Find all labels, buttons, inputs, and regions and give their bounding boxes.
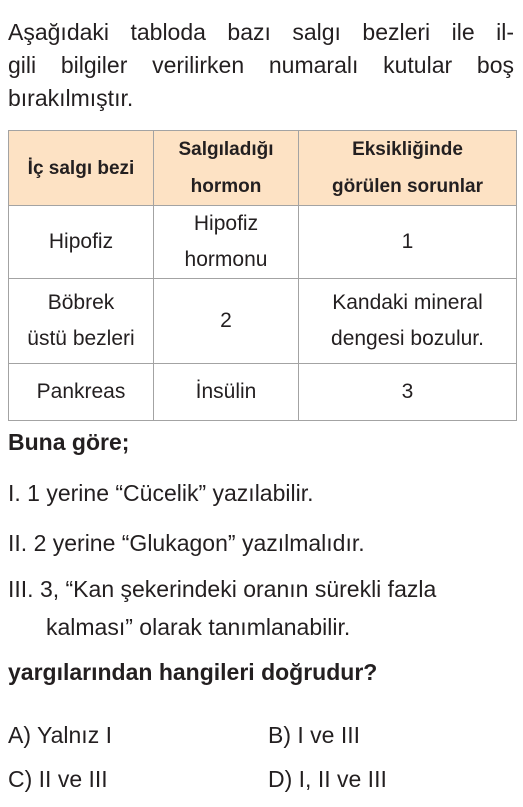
- cell-problem: 1: [299, 206, 517, 279]
- statement-text: 2 yerine “Glukagon” yazılmalıdır.: [33, 530, 365, 556]
- intro-line-1: Aşağıdaki tabloda bazı salgı bezleri ile il-: [8, 19, 514, 45]
- lead-text: Buna göre;: [8, 429, 130, 455]
- cell-hormone: 2: [154, 279, 299, 364]
- cell-hormone: Hipofiz hormonu: [154, 206, 299, 279]
- header-hormone: Salgıladığı hormon: [154, 131, 299, 206]
- statement-text-continued: kalması” olarak tanımlanabilir.: [46, 614, 351, 640]
- header-gland: İç salgı bezi: [9, 131, 154, 206]
- option-a[interactable]: A) Yalnız I: [8, 722, 112, 748]
- intro-line-3: bırakılmıştır.: [8, 85, 134, 111]
- header-problems: Eksikliğinde görülen sorunlar: [299, 131, 517, 206]
- cell-gland: Böbrek üstü bezleri: [9, 279, 154, 364]
- intro-text: [8, 16, 514, 115]
- option-d[interactable]: D) I, II ve III: [268, 766, 387, 792]
- statement-number: III.: [8, 576, 34, 602]
- table-row: [9, 206, 517, 279]
- statement-3: [8, 570, 516, 646]
- cell-gland: Hipofiz: [9, 206, 154, 279]
- table-header-row: [9, 131, 517, 206]
- cell-problem: Kandaki mineral dengesi bozulur.: [299, 279, 517, 364]
- statement-2: [8, 524, 516, 562]
- option-c[interactable]: C) II ve III: [8, 766, 108, 792]
- statement-number: I.: [8, 480, 21, 506]
- statement-1: [8, 474, 516, 512]
- statement-number: II.: [8, 530, 28, 556]
- gland-table: [8, 130, 517, 421]
- option-b[interactable]: B) I ve III: [268, 722, 361, 748]
- table-row: [9, 364, 517, 421]
- table-row: [9, 279, 517, 364]
- statement-text: 3, “Kan şekerindeki oranın sürekli fazla: [39, 576, 437, 602]
- cell-hormone: İnsülin: [154, 364, 299, 421]
- cell-gland: Pankreas: [9, 364, 154, 421]
- cell-problem: 3: [299, 364, 517, 421]
- statement-text: 1 yerine “Cücelik” yazılabilir.: [27, 480, 314, 506]
- intro-line-2: gili bilgiler verilirken numaralı kutular boş: [8, 52, 514, 78]
- question-text: yargılarından hangileri doğrudur?: [8, 659, 378, 685]
